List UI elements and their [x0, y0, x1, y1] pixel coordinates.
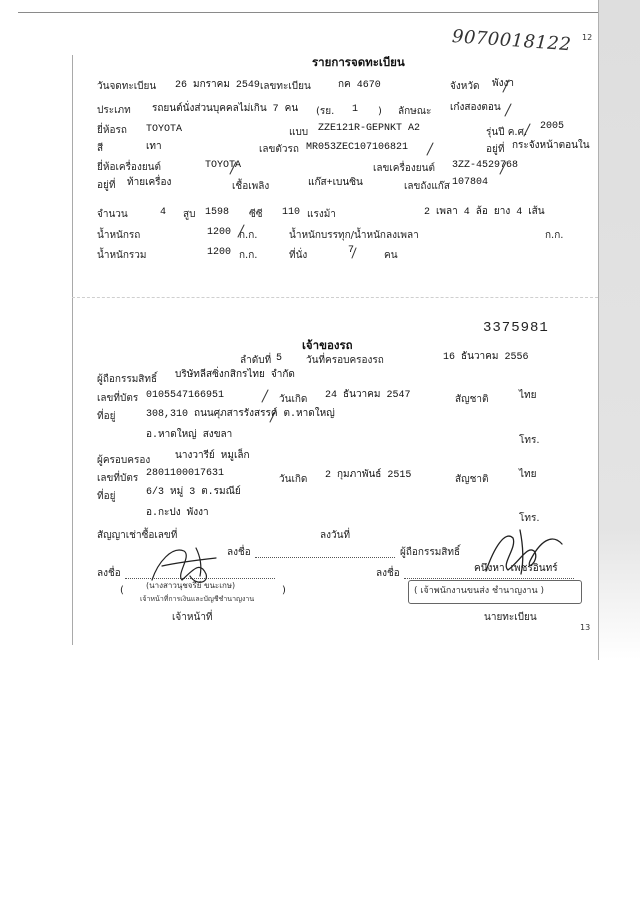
possessor-address-label: ที่อยู่ [97, 491, 116, 502]
possessor-id-label: เลขที่บัตร [97, 473, 139, 484]
handwritten-file-number: 9070018122 [451, 26, 573, 56]
province-label: จังหวัด [450, 81, 480, 92]
seats-label: ที่นั่ง [289, 250, 308, 261]
possession-date-value: 16 ธันวาคม 2556 [443, 352, 529, 363]
brand-label: ยี่ห้อรถ [97, 125, 127, 136]
owner-address-line2: อ.หาดใหญ่ สงขลา [146, 430, 233, 441]
gas-tank-label: เลขถังแก๊ส [404, 181, 450, 192]
possessor-birth-value: 2 กุมภาพันธ์ 2515 [325, 470, 412, 481]
model-year-value: 2005 [540, 121, 565, 132]
plate-value: กค 4670 [338, 80, 381, 91]
owner-address-label: ที่อยู่ [97, 411, 116, 422]
possessor-address-line2: อ.กะปง พังงา [146, 508, 209, 519]
tick-mark [427, 143, 433, 155]
officer-paren-open: ( [120, 585, 124, 596]
vehicle-type-value: รถยนต์นั่งส่วนบุคคลไม่เกิน 7 คน [152, 104, 299, 115]
gross-weight-unit: ก.ก. [239, 250, 258, 261]
owner-label: ผู้ถือกรรมสิทธิ์ [97, 374, 158, 385]
owner-id-label: เลขที่บัตร [97, 393, 139, 404]
engine-location-label: อยู่ที่ [97, 180, 116, 191]
count-label: จำนวน [97, 209, 128, 220]
registrar-position-stamp: ( เจ้าพนักงานขนส่ง ชำนาญงาน ) [414, 586, 544, 596]
seats-unit: คน [384, 250, 398, 261]
holder-role: ผู้ถือกรรมสิทธิ์ [400, 547, 461, 558]
load-weight-unit: ก.ก. [545, 230, 564, 241]
owner-nationality-value: ไทย [519, 391, 537, 402]
vehicle-weight-label: น้ำหนักรถ [97, 230, 141, 241]
chassis-value: MR053ZEC107106821 [306, 142, 409, 153]
chassis-location-value: กระจังหน้าตอนใน [512, 141, 590, 152]
engine-brand-value: TOYOTA [205, 160, 242, 171]
engine-number-label: เลขเครื่องยนต์ [373, 163, 435, 174]
hire-purchase-date-label: ลงวันที่ [320, 530, 351, 541]
tick-mark [505, 104, 511, 116]
color-value: เทา [146, 142, 162, 153]
reg-date-label: วันจดทะเบียน [97, 81, 157, 92]
officer-sign-label: ลงชื่อ [97, 568, 121, 579]
vehicle-weight-unit: ก.ก. [239, 230, 258, 241]
possessor-birth-label: วันเกิด [279, 474, 308, 485]
body-style-value: เก๋งสองตอน [450, 103, 501, 114]
holder-signature-line [255, 557, 395, 558]
owner-id-value: 0105547166951 [146, 390, 225, 401]
officer-paren-close: ) [282, 585, 286, 596]
possessor-nationality-value: ไทย [519, 470, 537, 481]
registrar-sign-label: ลงชื่อ [376, 568, 400, 579]
owner-birth-label: วันเกิด [279, 394, 308, 405]
vehicle-weight-value: 1200 [207, 227, 232, 238]
possessor-nationality-label: สัญชาติ [455, 474, 489, 485]
owner-name: บริษัทลีสซิ่งกสิกรไทย จำกัด [175, 370, 295, 381]
possessor-label: ผู้ครอบครอง [97, 455, 151, 466]
holder-sign-label: ลงชื่อ [227, 547, 251, 558]
scan-right-margin [598, 0, 640, 660]
owner-phone-label: โทร. [519, 435, 540, 446]
form-left-rule [72, 55, 73, 645]
engine-location-value: ท้ายเครื่อง [127, 178, 172, 189]
brand-value: TOYOTA [146, 124, 183, 135]
owner-birth-value: 24 ธันวาคม 2547 [325, 390, 411, 401]
officer-name-stamp: (นางสาวนุชจรีย์ ขนะเกษ) [146, 581, 236, 590]
vehicle-type-label: ประเภท [97, 105, 131, 116]
axles-value: 2 เพลา 4 ล้อ ยาง 4 เส้น [424, 207, 545, 218]
owner-address-line1: 308,310 ถนนศุภสารรังสรรค์ ต.หาดใหญ่ [146, 409, 335, 420]
page-number-top: 12 [582, 33, 593, 42]
registrar-signature-line [404, 578, 574, 579]
section-divider [72, 297, 598, 298]
gas-tank-value: 107804 [452, 177, 489, 188]
chassis-label: เลขตัวรถ [259, 144, 299, 155]
ry-value: 1 [352, 104, 359, 115]
registrar-name: คนึงหา เพชรอินทร์ [474, 564, 558, 575]
chassis-location-label: อยู่ที่ [486, 144, 505, 155]
model-year-label: รุ่นปี ค.ศ. [486, 127, 528, 138]
color-label: สี [97, 143, 104, 154]
cylinders-unit: สูบ [183, 209, 196, 220]
model-value: ZZE121R-GEPNKT A2 [318, 123, 421, 134]
possessor-address-line1: 6/3 หมู่ 3 ต.รมณีย์ [146, 487, 241, 498]
document-serial-number: 3375981 [483, 320, 549, 336]
model-label: แบบ [289, 127, 309, 138]
ry-prefix: (รย. [316, 106, 335, 117]
sequence-label: ลำดับที่ [240, 355, 272, 366]
load-weight-label: น้ำหนักบรรทุก/น้ำหนักลงเพลา [289, 230, 419, 241]
province-value: พังงา [492, 79, 514, 90]
possessor-phone-label: โทร. [519, 513, 540, 524]
reg-date-value: 26 มกราคม 2549 [175, 80, 260, 91]
hire-purchase-label: สัญญาเช่าซื้อเลขที่ [97, 530, 178, 541]
owner-nationality-label: สัญชาติ [455, 394, 489, 405]
engine-number-value: 3ZZ-4529768 [452, 160, 519, 171]
scan-top-edge [18, 12, 598, 13]
sequence-value: 5 [276, 353, 283, 364]
fuel-value: แก๊ส+เบนซิน [308, 178, 363, 189]
tick-mark [262, 390, 268, 402]
body-style-label: ลักษณะ [398, 106, 432, 117]
cc-unit: ซีซี [249, 209, 263, 220]
horsepower-value: 110 [282, 207, 301, 218]
cylinders-value: 4 [160, 207, 167, 218]
fuel-label: เชื้อเพลิง [232, 181, 270, 192]
cc-value: 1598 [205, 207, 230, 218]
plate-label: เลขทะเบียน [260, 81, 311, 92]
gross-weight-label: น้ำหนักรวม [97, 250, 147, 261]
ry-suffix: ) [378, 106, 382, 117]
page-number-bottom: 13 [580, 623, 591, 632]
engine-brand-label: ยี่ห้อเครื่องยนต์ [97, 162, 162, 173]
owner-section-title: เจ้าของรถ [302, 338, 353, 352]
officer-role: เจ้าหน้าที่ [172, 612, 213, 623]
officer-position-stamp: เจ้าหน้าที่การเงินและบัญชีชำนาญงาน [140, 595, 255, 603]
possession-date-label: วันที่ครอบครองรถ [306, 355, 384, 366]
gross-weight-value: 1200 [207, 247, 232, 258]
possessor-name: นางวารีย์ หมูเล็ก [175, 451, 250, 462]
seats-value: 7 [348, 245, 355, 256]
horsepower-unit: แรงม้า [307, 209, 336, 220]
registration-title: รายการจดทะเบียน [312, 55, 405, 69]
registrar-role: นายทะเบียน [484, 612, 537, 623]
possessor-id-value: 2801100017631 [146, 468, 225, 479]
